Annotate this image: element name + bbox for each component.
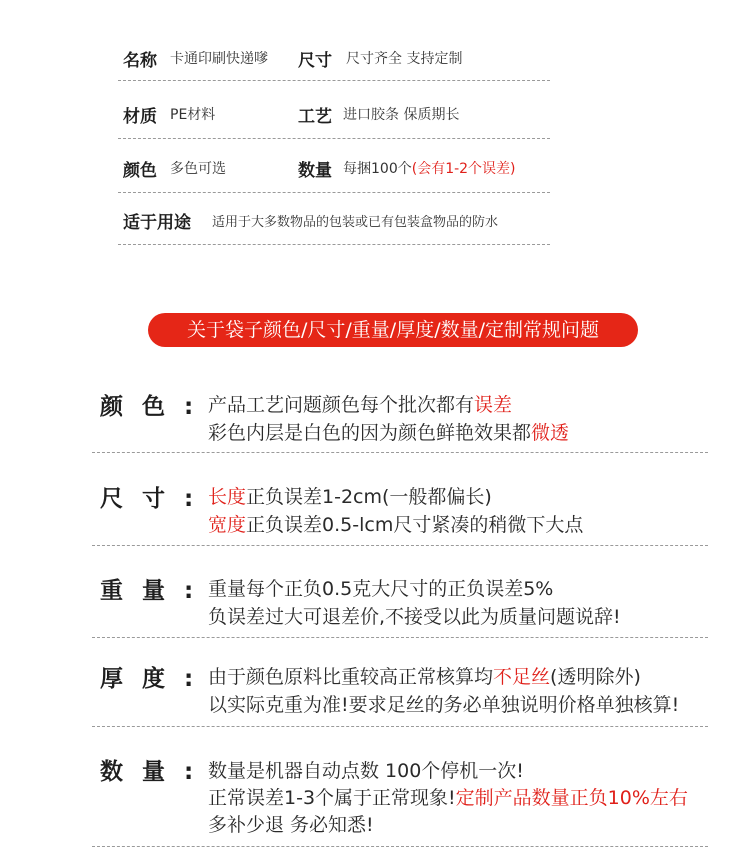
faq-divider — [92, 726, 708, 727]
spec-value-quantity-main: 每捆100个 — [343, 161, 412, 177]
faq-divider — [92, 452, 708, 453]
faq-size-line2-highlight: 宽度 — [208, 514, 247, 536]
spec-value-size: 尺寸齐全 支持定制 — [346, 51, 463, 67]
spec-label-color: 颜色 — [123, 161, 157, 181]
spec-row-name-size — [118, 46, 550, 74]
faq-thickness-line1 — [208, 662, 641, 689]
faq-color-line1-highlight: 误差 — [474, 394, 513, 416]
faq-label-thickness: 厚度: — [100, 666, 213, 692]
faq-divider — [92, 637, 708, 638]
spec-value-color: 多色可选 — [170, 161, 226, 177]
faq-thickness-line1-text: 由于颜色原料比重较高正常核算均 — [208, 666, 494, 688]
faq-color-line1 — [208, 390, 512, 417]
spec-row-material-craft — [118, 102, 550, 130]
faq-size-line1-text: 正负误差1-2cm(一般都偏长) — [246, 486, 492, 508]
faq-thickness-line1-suffix: (透明除外) — [550, 666, 641, 688]
faq-label-quantity: 数量: — [100, 759, 213, 785]
spec-divider — [118, 244, 550, 245]
faq-divider — [92, 846, 708, 847]
spec-label-craft: 工艺 — [298, 107, 332, 127]
faq-size-line1-highlight: 长度 — [208, 486, 247, 508]
spec-value-material: PE材料 — [170, 107, 216, 123]
faq-size-line2 — [208, 510, 583, 537]
spec-row-color-quantity — [118, 156, 550, 184]
faq-divider — [92, 545, 708, 546]
faq-color-line1-text: 产品工艺问题颜色每个批次都有 — [208, 394, 475, 416]
spec-label-material: 材质 — [123, 107, 157, 127]
spec-value-quantity — [343, 158, 516, 178]
spec-divider — [118, 138, 550, 139]
spec-divider — [118, 80, 550, 81]
spec-value-usage: 适用于大多数物品的包装或已有包装盒物品的防水 — [212, 215, 499, 230]
spec-value-name: 卡通印刷快递嗲 — [170, 51, 268, 67]
spec-label-name: 名称 — [123, 51, 157, 71]
faq-color-line2 — [208, 418, 569, 445]
faq-weight-line1: 重量每个正负0.5克大尺寸的正负误差5% — [208, 578, 554, 600]
faq-quantity-line2 — [208, 783, 688, 810]
faq-weight-line2: 负误差过大可退差价,不接受以此为质量问题说辞! — [208, 606, 621, 628]
spec-label-quantity: 数量 — [298, 161, 332, 181]
faq-thickness-line2: 以实际克重为准!要求足丝的务必单独说明价格单独核算! — [208, 694, 680, 716]
faq-color-line2-text: 彩色内层是白色的因为颜色鲜艳效果都 — [208, 422, 532, 444]
spec-value-craft: 进口胶条 保质期长 — [343, 107, 460, 123]
faq-label-color: 颜色: — [100, 394, 213, 420]
spec-label-usage: 适于用途 — [123, 213, 191, 233]
spec-divider — [118, 192, 550, 193]
spec-value-quantity-note: (会有1-2个误差) — [411, 161, 516, 177]
faq-size-line1 — [208, 482, 492, 509]
faq-quantity-line1: 数量是机器自动点数 100个停机一次! — [208, 760, 524, 782]
spec-table — [118, 46, 550, 246]
faq-quantity-line3: 多补少退 务必知悉! — [208, 814, 374, 836]
faq-quantity-line2-highlight: 定制产品数量正负10%左右 — [455, 787, 688, 809]
faq-color-line2-highlight: 微透 — [531, 422, 570, 444]
spec-label-size: 尺寸 — [298, 51, 332, 71]
faq-label-weight: 重量: — [100, 578, 213, 604]
spec-row-usage — [118, 208, 550, 236]
faq-thickness-line1-highlight: 不足丝 — [493, 666, 551, 688]
faq-banner: 关于袋子颜色/尺寸/重量/厚度/数量/定制常规问题 — [148, 313, 638, 347]
faq-size-line2-text: 正负误差0.5-lcm尺寸紧凑的稍微下大点 — [246, 514, 584, 536]
faq-quantity-line2-text: 正常误差1-3个属于正常现象! — [208, 787, 456, 809]
faq-label-size: 尺寸: — [100, 486, 213, 512]
